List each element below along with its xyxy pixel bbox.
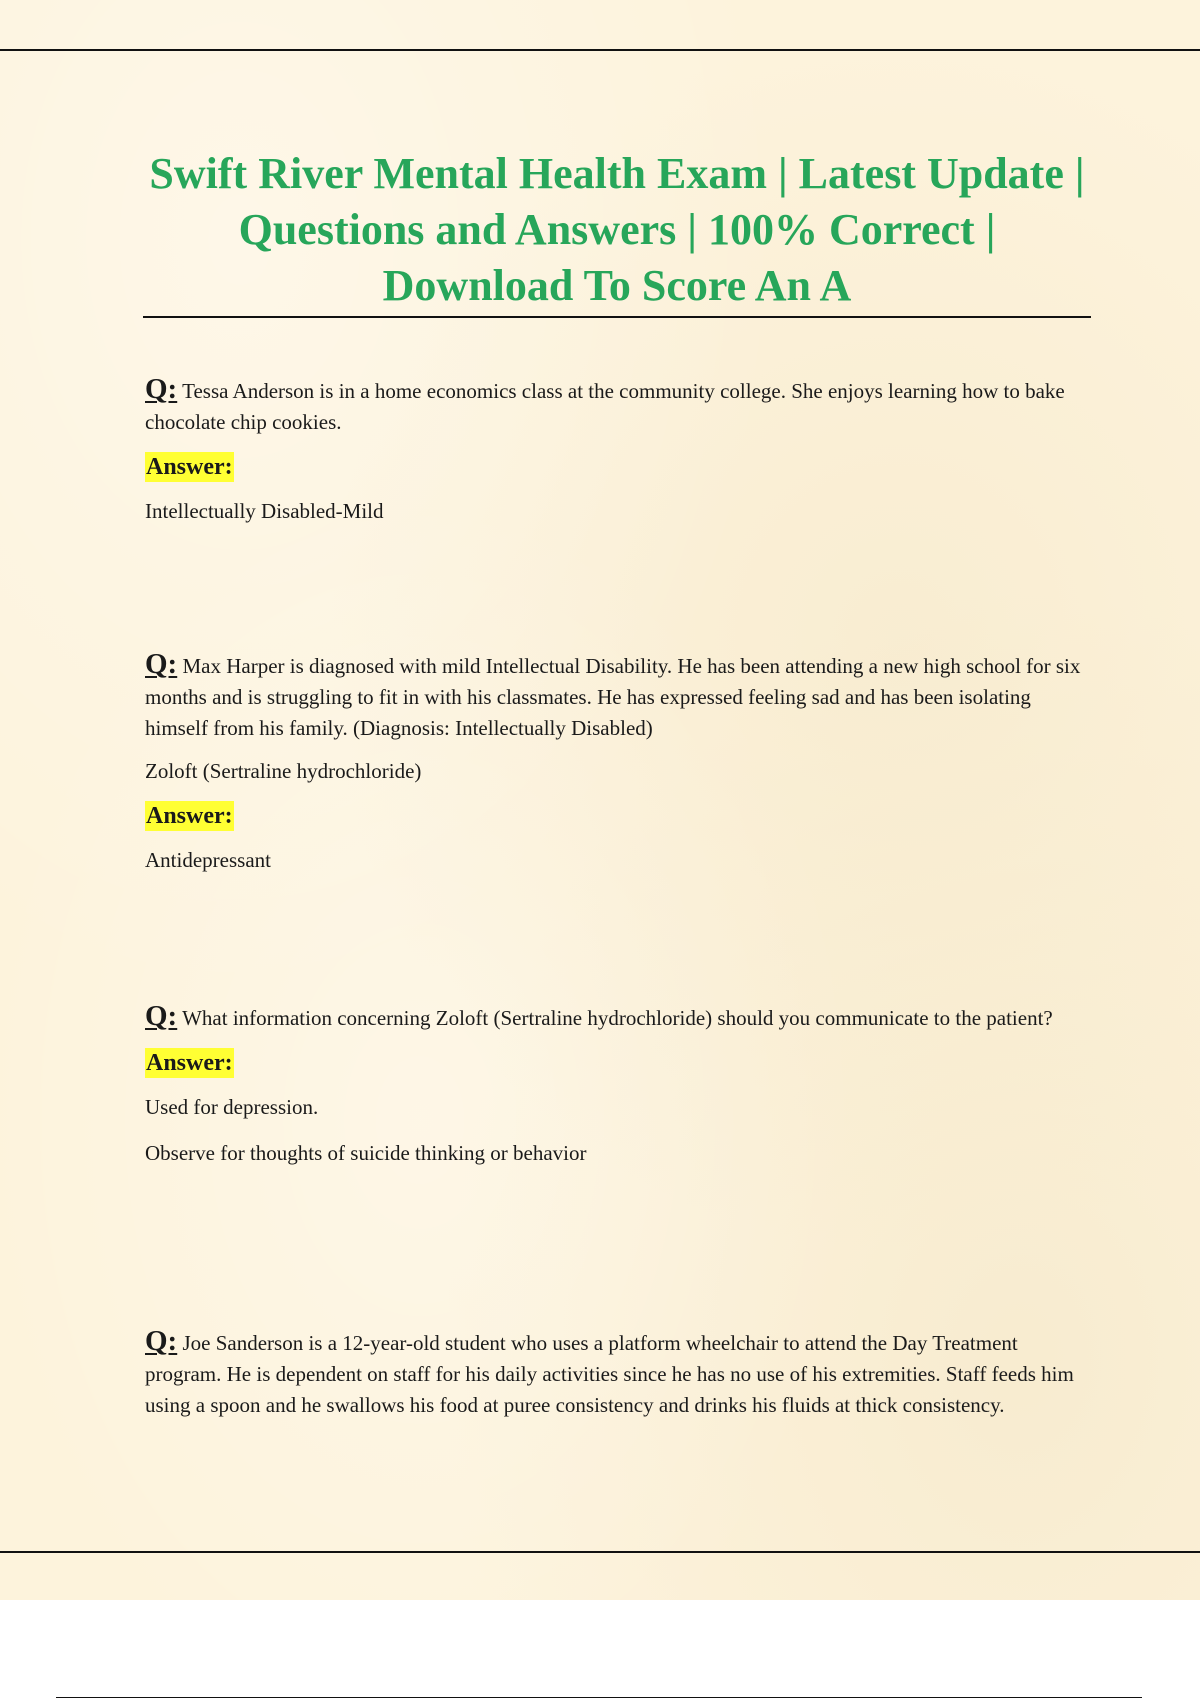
bottom-rule bbox=[0, 1551, 1200, 1553]
answer-text: Used for depression. bbox=[145, 1095, 319, 1119]
answer-label: Answer: bbox=[146, 1050, 233, 1076]
answer-text: Antidepressant bbox=[145, 848, 271, 872]
question-text bbox=[145, 1326, 1095, 1421]
qa-item-3 bbox=[145, 1001, 1095, 1326]
document-title: Swift River Mental Health Exam | Latest Update | Questions and Answers | 100% Correct | Download To Score An A bbox=[149, 149, 1085, 310]
answer-text: Intellectually Disabled-Mild bbox=[145, 499, 384, 523]
question-body: Tessa Anderson is in a home economics class at the community college. She enjoys learning how to bake chocolate chip cookies. bbox=[145, 379, 1065, 434]
qa-item-2 bbox=[145, 649, 1095, 1001]
question-body: What information concerning Zoloft (Sertraline hydrochloride) should you communicate to the patient? bbox=[182, 1006, 1053, 1030]
title-rule bbox=[143, 316, 1091, 318]
question-text bbox=[145, 374, 1095, 438]
question-body: Max Harper is diagnosed with mild Intellectual Disability. He has been attending a new high school for six months and is struggling to fit in with his classmates. He has expressed feeling sad and has been isolating himself from his family. (Diagnosis: Intellectually Disabled) bbox=[145, 654, 1081, 740]
question-extra: Zoloft (Sertraline hydrochloride) bbox=[145, 759, 422, 783]
qa-item-4 bbox=[145, 1326, 1095, 1421]
answer-text: Observe for thoughts of suicide thinking or behavior bbox=[145, 1141, 587, 1165]
question-label: Q: bbox=[145, 1325, 178, 1357]
qa-item-1 bbox=[145, 374, 1095, 649]
top-rule bbox=[0, 49, 1200, 51]
question-label: Q: bbox=[145, 648, 178, 680]
answer-label: Answer: bbox=[146, 803, 233, 829]
question-text bbox=[145, 1001, 1095, 1034]
question-label: Q: bbox=[145, 1000, 178, 1032]
qa-content bbox=[145, 374, 1095, 1421]
answer-label: Answer: bbox=[146, 454, 233, 480]
question-body: Joe Sanderson is a 12-year-old student who uses a platform wheelchair to attend the Day Treatment program. He is dependent on staff for his daily activities since he has no use of his extremities. Staff feeds him using a spoon and he swallows his food at puree consistency and drinks his fluids at thick consistency. bbox=[145, 1331, 1074, 1417]
question-label: Q: bbox=[145, 373, 178, 405]
question-text bbox=[145, 649, 1095, 744]
footer-rule bbox=[56, 1697, 1142, 1698]
